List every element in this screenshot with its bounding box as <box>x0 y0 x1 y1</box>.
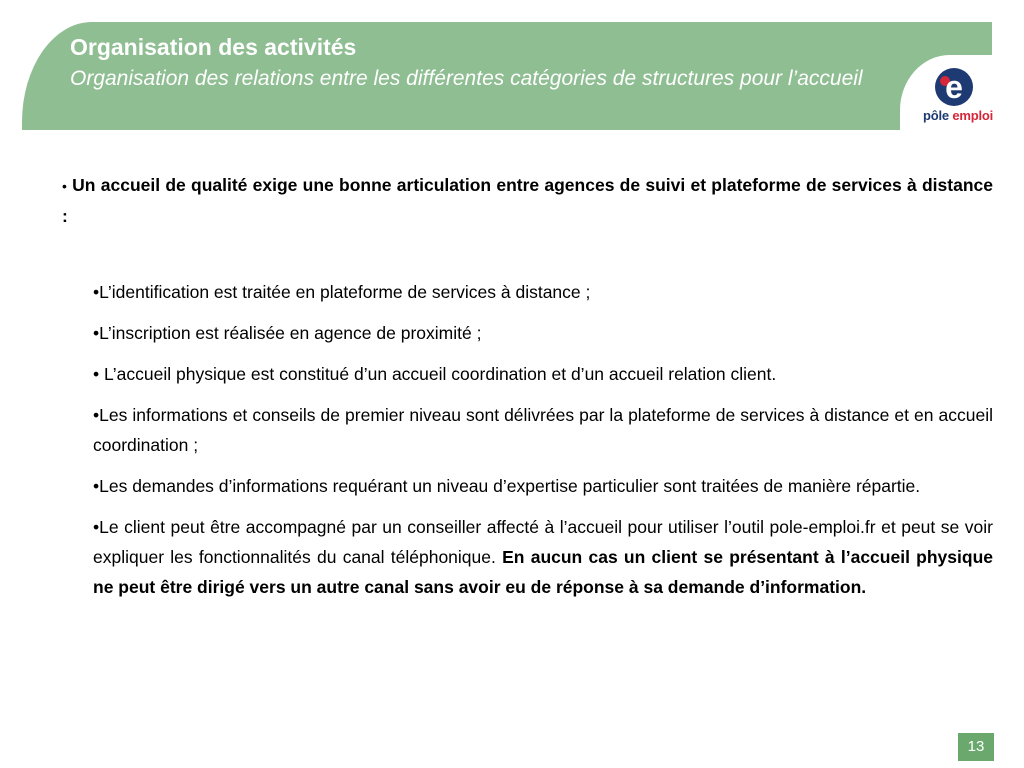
bullet-icon: • <box>62 178 67 194</box>
list-item-text: •L’identification est traitée en plateforme de services à distance ; <box>93 282 591 302</box>
list-item-text: •Les demandes d’informations requérant un niveau d’expertise particulier sont traitées de manière répartie. <box>93 476 921 496</box>
list-item <box>93 359 993 389</box>
main-bullet-point <box>62 170 993 231</box>
list-item <box>93 512 993 602</box>
list-item <box>93 277 993 307</box>
slide-subtitle: Organisation des relations entre les différentes catégories de structures pour l’accueil <box>70 67 863 90</box>
list-item-text: •Les informations et conseils de premier niveau sont délivrées par la plateforme de services à distance et en accueil coordination ; <box>93 405 993 455</box>
svg-text:e: e <box>945 69 963 105</box>
list-item-text: •L’inscription est réalisée en agence de proximité ; <box>93 323 482 343</box>
list-item <box>93 471 993 501</box>
logo-word-pole: pôle <box>923 108 949 123</box>
logo-word-emploi: emploi <box>952 108 994 123</box>
list-item <box>93 318 993 348</box>
page-number: 13 <box>958 733 994 761</box>
list-item-text: •Le client peut être accompagné par un conseiller affecté à l’accueil pour utiliser l’outil pole-emploi.fr et peut se voir expliquer les fonctionnalités du canal téléphonique. <box>93 517 993 567</box>
list-item-bold-text: En aucun cas un client se présentant à l’accueil physique ne peut être dirigé vers un autre canal sans avoir eu de réponse à sa demande d’information. <box>93 547 993 597</box>
list-item-text: • L’accueil physique est constitué d’un accueil coordination et d’un accueil relation client. <box>93 364 777 384</box>
slide-title: Organisation des activités <box>70 34 357 60</box>
list-item <box>93 400 993 460</box>
sub-bullet-list <box>93 277 993 613</box>
main-point-text: Un accueil de qualité exige une bonne articulation entre agences de suivi et plateforme de services à distance : <box>62 175 993 226</box>
